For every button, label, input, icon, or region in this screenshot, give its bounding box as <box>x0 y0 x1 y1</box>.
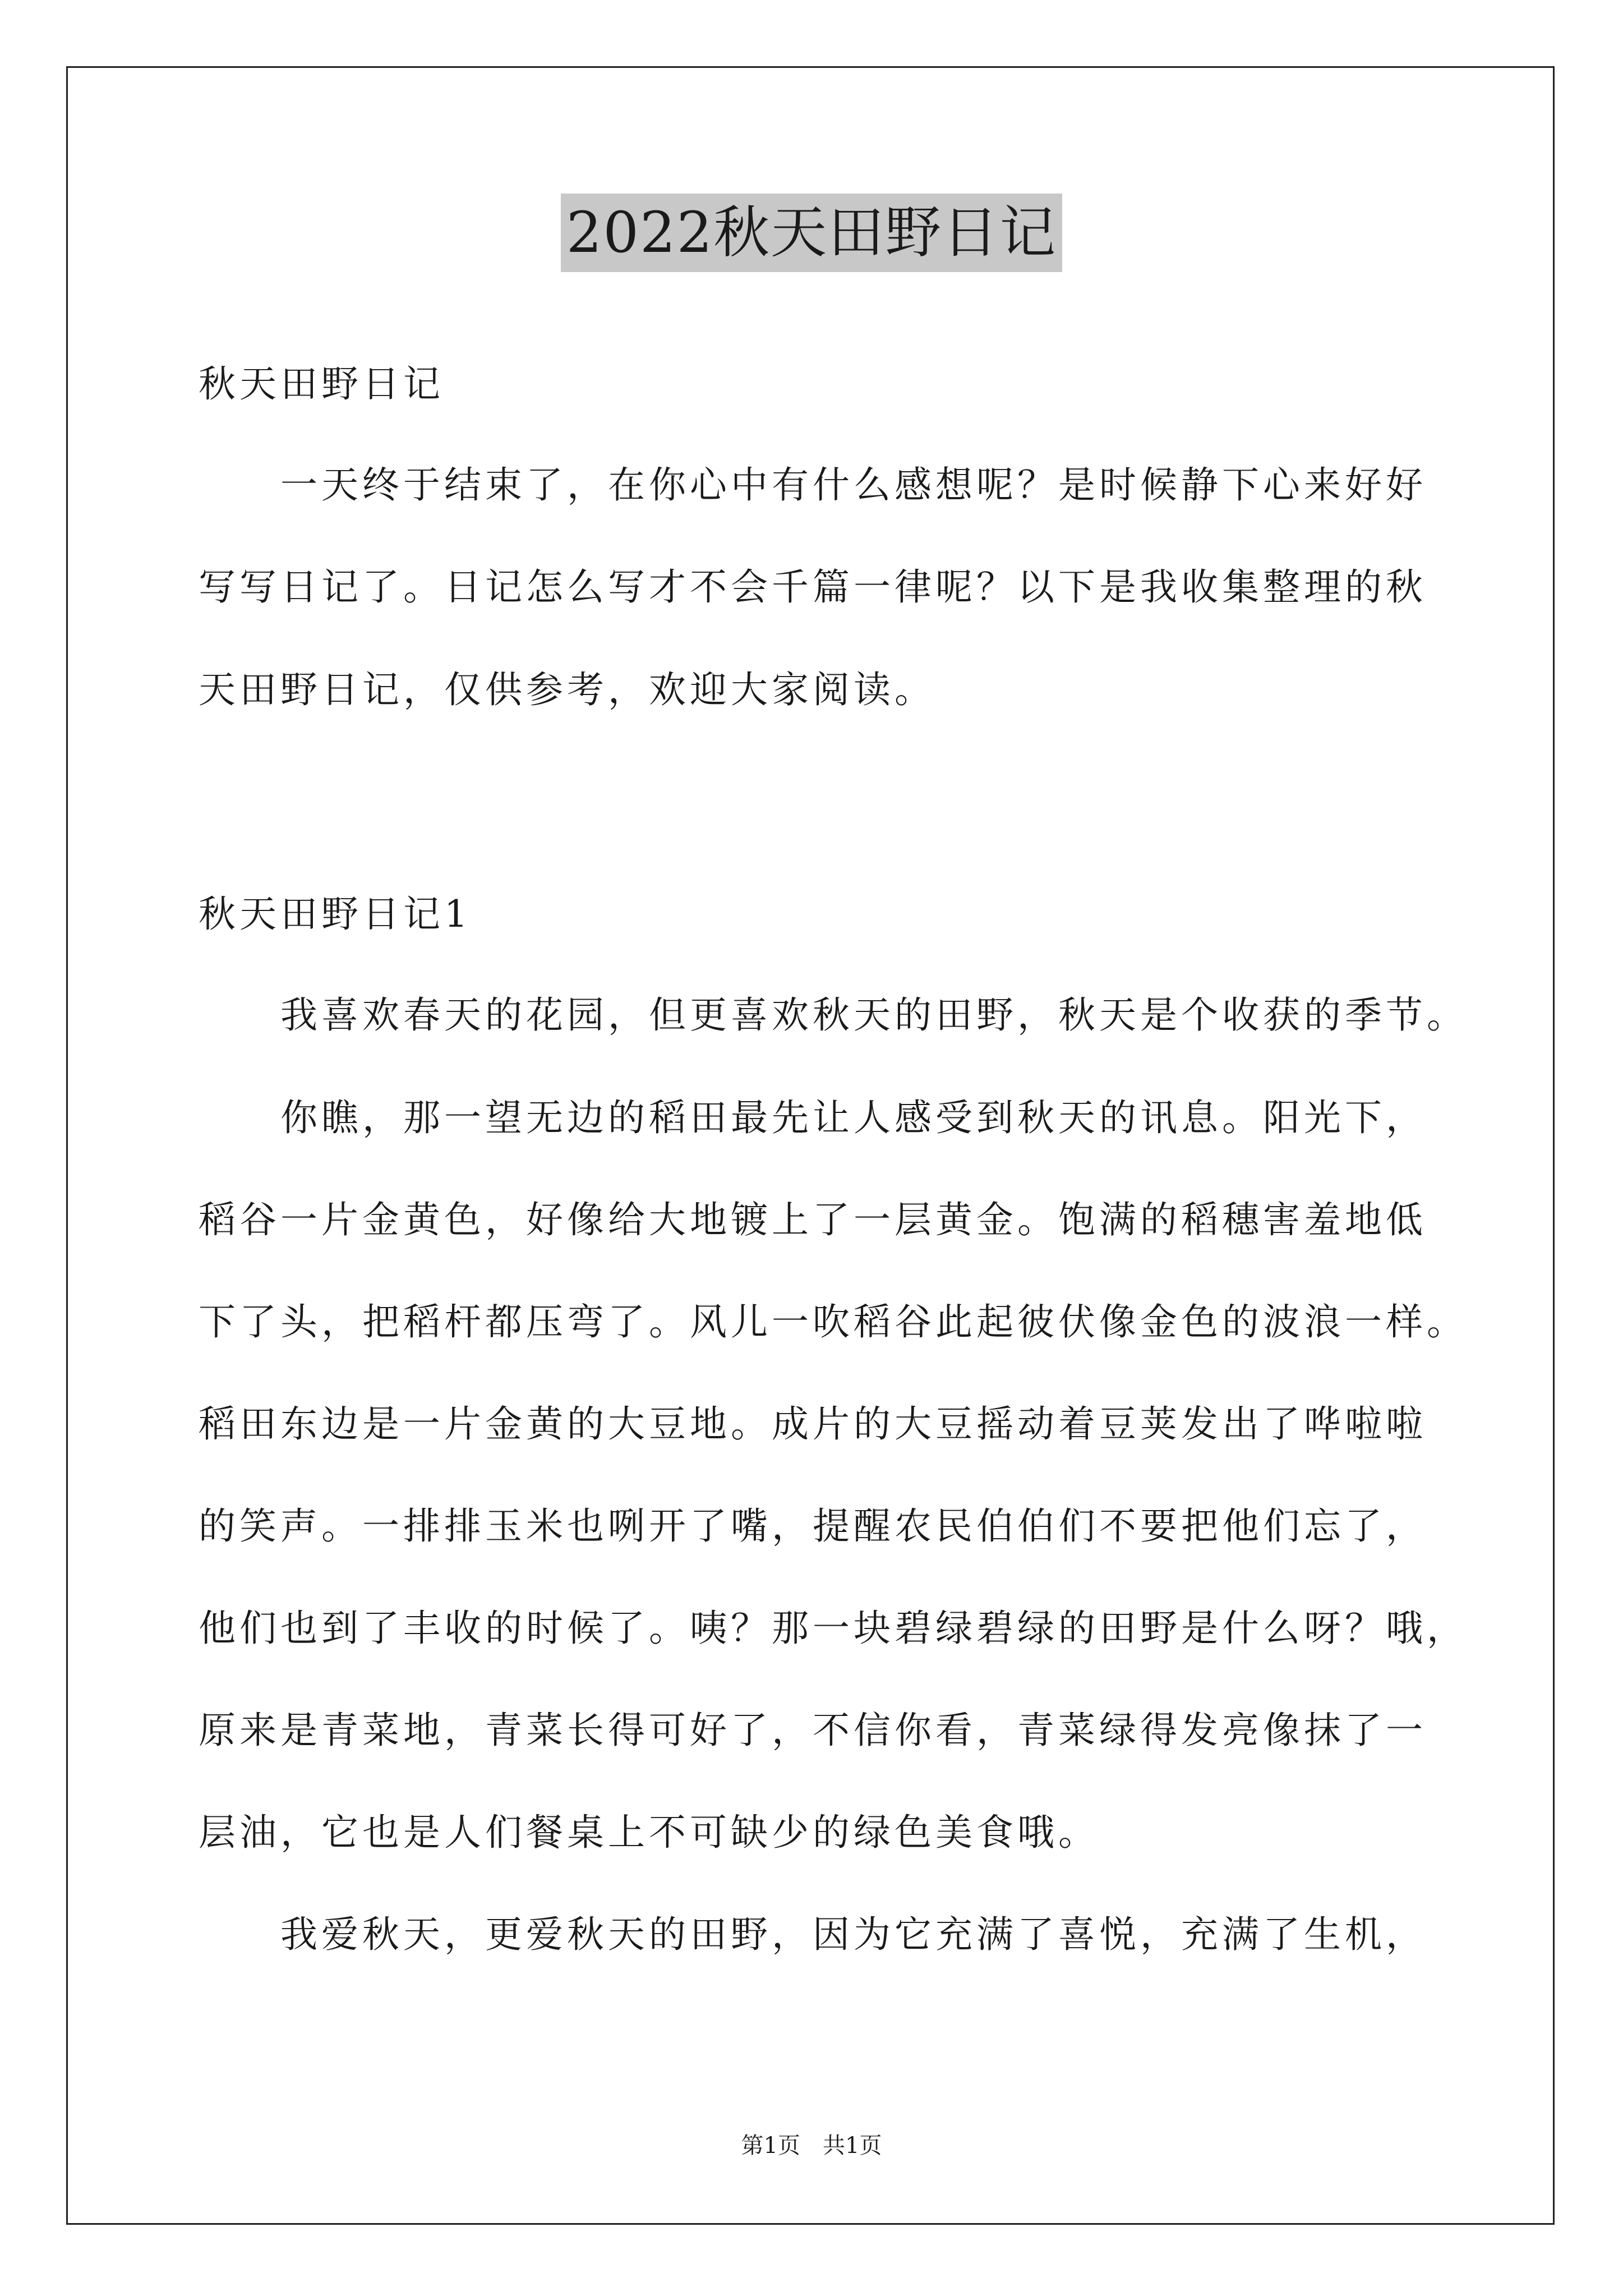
intro-line-1: 一天终于结束了，在你心中有什么感想呢？是时候静下心来好好 <box>280 463 1427 507</box>
document-title: 2022秋天田野日记 <box>561 194 1063 272</box>
intro-line-2: 写写日记了。日记怎么写才不会千篇一律呢？以下是我收集整理的秋 <box>199 565 1427 609</box>
section1-p2-line-1: 你瞧，那一望无边的稻田最先让人感受到秋天的讯息。阳光下， <box>280 1096 1427 1139</box>
intro-line-3: 天田野日记，仅供参考，欢迎大家阅读。 <box>199 668 935 711</box>
intro-heading: 秋天田野日记 <box>199 362 444 406</box>
section1-p2-line-7: 原来是青菜地，青菜长得可好了，不信你看，青菜绿得发亮像抹了一 <box>199 1709 1427 1752</box>
section1-p2-line-4: 稻田东边是一片金黄的大豆地。成片的大豆摇动着豆荚发出了哗啦啦 <box>199 1402 1427 1446</box>
section1-p2-line-5: 的笑声。一排排玉米也咧开了嘴，提醒农民伯伯们不要把他们忘了， <box>199 1504 1427 1548</box>
page-number-footer: 第1页 共1页 <box>741 2133 882 2159</box>
section1-p2-line-8: 层油，它也是人们餐桌上不可缺少的绿色美食哦。 <box>199 1811 1099 1854</box>
section1-p2-line-6: 他们也到了丰收的时候了。咦？那一块碧绿碧绿的田野是什么呀？哦， <box>199 1607 1468 1650</box>
section1-p2-line-2: 稻谷一片金黄色，好像给大地镀上了一层黄金。饱满的稻穗害羞地低 <box>199 1198 1427 1241</box>
section1-paragraph3: 我爱秋天，更爱秋天的田野，因为它充满了喜悦，充满了生机， <box>280 1913 1427 1956</box>
section1-p2-line-3: 下了头，把稻杆都压弯了。风儿一吹稻谷此起彼伏像金色的波浪一样。 <box>199 1300 1468 1343</box>
title-container <box>0 194 1623 272</box>
section1-paragraph1: 我喜欢春天的花园，但更喜欢秋天的田野，秋天是个收获的季节。 <box>280 993 1468 1037</box>
section1-heading: 秋天田野日记1 <box>199 892 472 936</box>
